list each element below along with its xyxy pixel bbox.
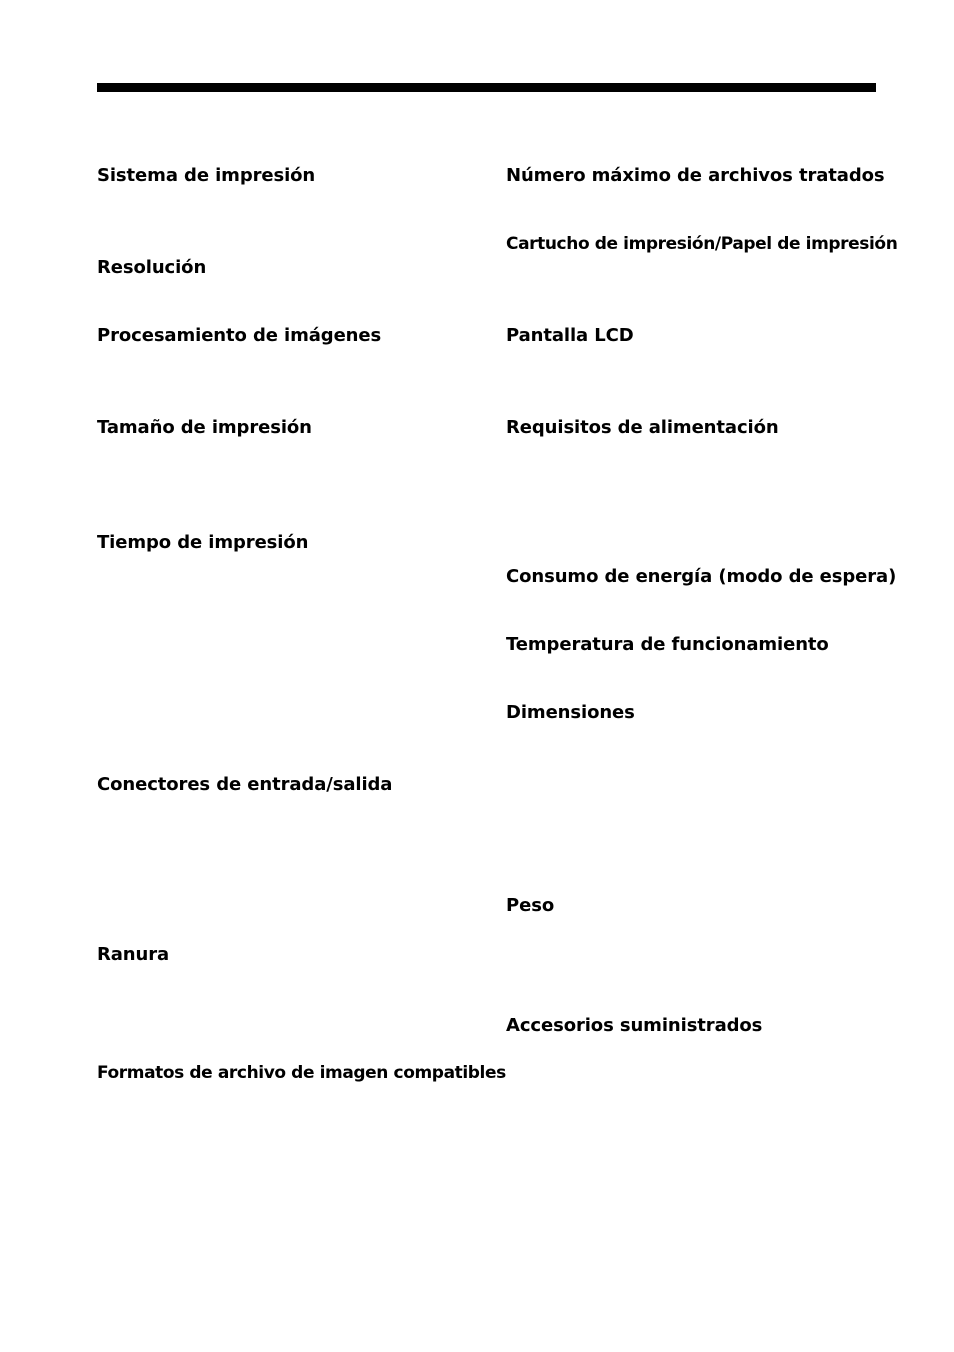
- heading-sistema-de-impresion: Sistema de impresión: [97, 165, 316, 186]
- heading-formatos-de-archivo: Formatos de archivo de imagen compatibles: [97, 1063, 506, 1083]
- heading-tiempo-de-impresion: Tiempo de impresión: [97, 532, 309, 553]
- heading-conectores-entrada-salida: Conectores de entrada/salida: [97, 774, 393, 795]
- heading-tamano-de-impresion: Tamaño de impresión: [97, 417, 312, 438]
- heading-cartucho-papel-de-impresion: Cartucho de impresión/Papel de impresión: [506, 234, 898, 254]
- heading-ranura: Ranura: [97, 944, 170, 965]
- heading-pantalla-lcd: Pantalla LCD: [506, 325, 634, 346]
- heading-requisitos-de-alimentacion: Requisitos de alimentación: [506, 417, 779, 438]
- heading-accesorios-suministrados: Accesorios suministrados: [506, 1015, 763, 1036]
- heading-numero-maximo-de-archivos: Número máximo de archivos tratados: [506, 165, 885, 186]
- heading-temperatura-de-funcionamiento: Temperatura de funcionamiento: [506, 634, 829, 655]
- heading-procesamiento-de-imagenes: Procesamiento de imágenes: [97, 325, 382, 346]
- heading-consumo-de-energia: Consumo de energía (modo de espera): [506, 566, 897, 587]
- heading-dimensiones: Dimensiones: [506, 702, 635, 723]
- heading-peso: Peso: [506, 895, 555, 916]
- top-rule: [97, 83, 876, 92]
- heading-resolucion: Resolución: [97, 257, 207, 278]
